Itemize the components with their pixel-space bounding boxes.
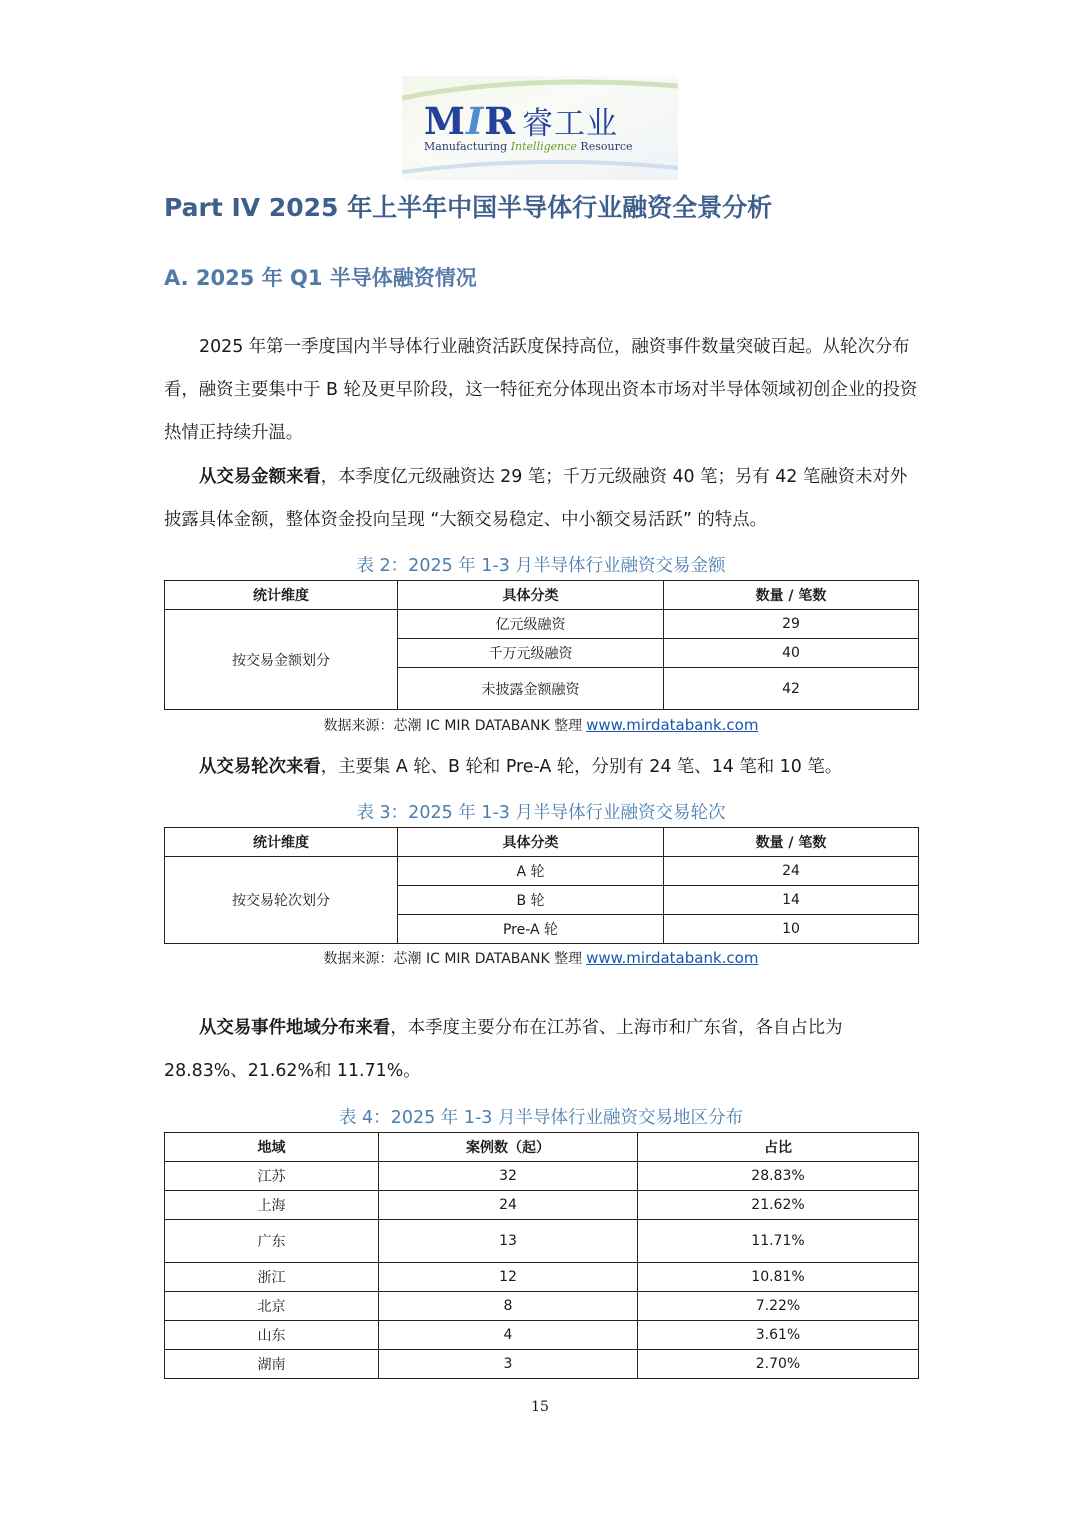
table-header: 地域: [165, 1133, 379, 1162]
count-cell: 29: [664, 610, 919, 639]
cases-cell: 32: [379, 1162, 638, 1191]
page-number: 15: [531, 1399, 549, 1415]
share-cell: 21.62%: [638, 1191, 919, 1220]
section-heading: A. 2025 年 Q1 半导体融资情况: [164, 266, 477, 290]
cases-cell: 13: [379, 1220, 638, 1263]
table-row: [165, 1191, 919, 1220]
table-row: [165, 610, 919, 639]
count-cell: 40: [664, 639, 919, 668]
category-cell: B 轮: [398, 886, 664, 915]
category-cell: Pre-A 轮: [398, 915, 664, 944]
cases-cell: 12: [379, 1263, 638, 1292]
logo-tagline: Manufacturing Intelligence Resource: [424, 140, 633, 153]
share-cell: 2.70%: [638, 1350, 919, 1379]
region-paragraph: 从交易事件地域分布来看，本季度主要分布在江苏省、上海市和广东省，各自占比为 28.83%、21.62%和 11.71%。: [164, 1018, 843, 1081]
table-row: [165, 1350, 919, 1379]
table-transaction-amount: [164, 580, 919, 710]
share-cell: 11.71%: [638, 1220, 919, 1263]
data-source-note: 数据来源：芯潮 IC MIR DATABANK 整理 www.mirdatabank.com: [323, 716, 759, 734]
region-cell: 上海: [165, 1191, 379, 1220]
region-cell: 湖南: [165, 1350, 379, 1379]
table-header: 具体分类: [398, 828, 664, 857]
table-header: 具体分类: [398, 581, 664, 610]
table-header: 统计维度: [165, 828, 398, 857]
table-transaction-rounds: [164, 827, 919, 944]
cases-cell: 8: [379, 1292, 638, 1321]
table-row: [165, 857, 919, 886]
table-header: 数量 / 笔数: [664, 828, 919, 857]
page-title: Part IV 2025 年上半年中国半导体行业融资全景分析: [164, 193, 773, 222]
table-row: [165, 1292, 919, 1321]
intro-paragraph: 2025 年第一季度国内半导体行业融资活跃度保持高位，融资事件数量突破百起。从轮次分布看，融资主要集中于 B 轮及更早阶段，这一特征充分体现出资本市场对半导体领域初创企业的投资热情正持续升温。: [164, 337, 918, 443]
amount-paragraph: 从交易金额来看，本季度亿元级融资达 29 笔；千万元级融资 40 笔；另有 42 笔融资未对外披露具体金额，整体资金投向呈现 “大额交易稳定、中小额交易活跃” 的特点。: [164, 467, 908, 530]
cases-cell: 3: [379, 1350, 638, 1379]
mir-logo: [402, 76, 678, 180]
source-link[interactable]: www.mirdatabank.com: [586, 716, 759, 734]
region-cell: 广东: [165, 1220, 379, 1263]
data-source-note: 数据来源：芯潮 IC MIR DATABANK 整理 www.mirdatabank.com: [323, 949, 759, 967]
count-cell: 24: [664, 857, 919, 886]
count-cell: 14: [664, 886, 919, 915]
count-cell: 10: [664, 915, 919, 944]
table-header: 案例数（起）: [379, 1133, 638, 1162]
table-region-distribution: [164, 1132, 919, 1379]
share-cell: 10.81%: [638, 1263, 919, 1292]
table-header: 统计维度: [165, 581, 398, 610]
table-row: [165, 1162, 919, 1191]
table-row: [165, 1263, 919, 1292]
cases-cell: 4: [379, 1321, 638, 1350]
share-cell: 7.22%: [638, 1292, 919, 1321]
table4-caption: 表 4：2025 年 1-3 月半导体行业融资交易地区分布: [338, 1108, 743, 1128]
table-row: [165, 1220, 919, 1263]
table2-caption: 表 2：2025 年 1-3 月半导体行业融资交易金额: [356, 556, 726, 576]
share-cell: 3.61%: [638, 1321, 919, 1350]
source-link[interactable]: www.mirdatabank.com: [586, 949, 759, 967]
count-cell: 42: [664, 668, 919, 710]
category-cell: A 轮: [398, 857, 664, 886]
category-cell: 未披露金额融资: [398, 668, 664, 710]
table-header: 占比: [638, 1133, 919, 1162]
region-cell: 北京: [165, 1292, 379, 1321]
cases-cell: 24: [379, 1191, 638, 1220]
table3-caption: 表 3：2025 年 1-3 月半导体行业融资交易轮次: [356, 803, 726, 823]
dimension-cell: 按交易金额划分: [165, 610, 398, 710]
dimension-cell: 按交易轮次划分: [165, 857, 398, 944]
category-cell: 亿元级融资: [398, 610, 664, 639]
table-row: [165, 1321, 919, 1350]
region-cell: 江苏: [165, 1162, 379, 1191]
round-paragraph: 从交易轮次来看，主要集 A 轮、B 轮和 Pre-A 轮，分别有 24 笔、14 笔和 10 笔。: [199, 757, 843, 777]
region-cell: 浙江: [165, 1263, 379, 1292]
table-header: 数量 / 笔数: [664, 581, 919, 610]
region-cell: 山东: [165, 1321, 379, 1350]
category-cell: 千万元级融资: [398, 639, 664, 668]
logo-wordmark: MIR 睿工业: [424, 99, 619, 143]
share-cell: 28.83%: [638, 1162, 919, 1191]
